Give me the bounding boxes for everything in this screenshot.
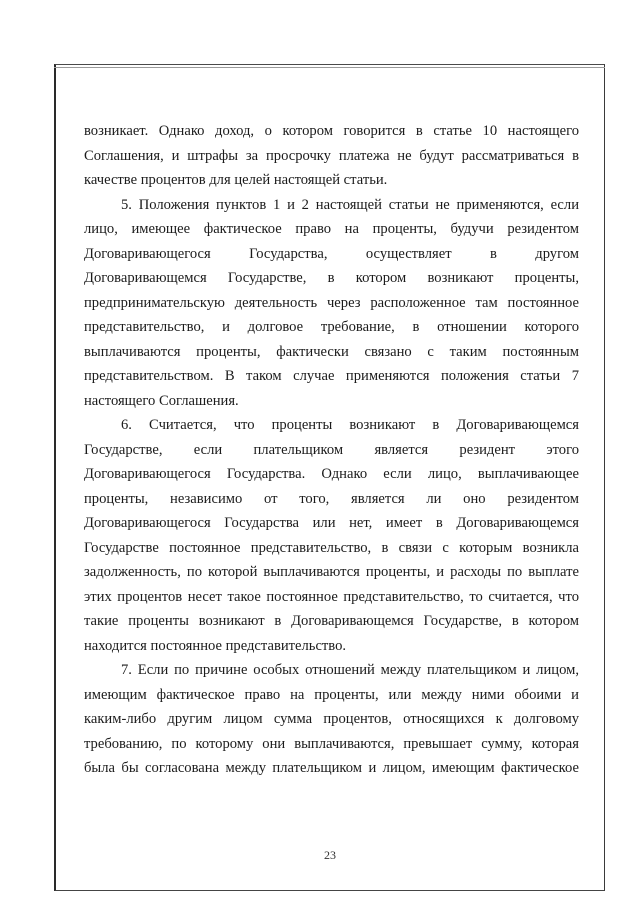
text-line: Государстве, если плательщиком является резидент этого	[84, 441, 579, 458]
page-number: 23	[324, 848, 336, 862]
text-line: Договаривающегося Государства, осуществляет в другом	[84, 245, 579, 262]
text-line: качестве процентов для целей настоящей статьи.	[84, 172, 388, 188]
text-line: 6. Считается, что проценты возникают в Договаривающемся	[121, 417, 579, 433]
text-line: настоящего Соглашения.	[84, 392, 239, 409]
text-line: выплачиваются проценты, фактически связано с таким постоянным	[84, 343, 579, 360]
text-line: Соглашения, и штрафы за просрочку платежа не будут рассматриваться в	[84, 147, 579, 164]
text-line: возникает. Однако доход, о котором говорится в статье 10 настоящего	[84, 123, 579, 139]
text-line: 5. Положения пунктов 1 и 2 настоящей статьи не применяются, если	[121, 196, 579, 213]
text-line: этих процентов несет такое постоянное представительство, то считается, что	[84, 588, 579, 605]
text-line: задолженность, по которой выплачиваются проценты, и расходы по выплате	[84, 564, 579, 580]
text-line: Государстве постоянное представительство, в связи с которым возникла	[84, 539, 579, 556]
text-line: предпринимательскую деятельность через расположенное там постоянное	[84, 294, 579, 311]
text-line: требованию, по которому они выплачиваются, превышает сумму, которая	[84, 735, 579, 752]
text-line: Договаривающегося Государства. Однако если лицо, выплачивающее	[84, 466, 579, 482]
text-line: проценты, независимо от того, является ли оно резидентом	[84, 490, 579, 507]
text-line: была бы согласована между плательщиком и лицом, имеющим фактическое	[84, 760, 579, 776]
text-line: находится постоянное представительство.	[84, 637, 347, 654]
text-line: представительство, и долговое требование, в отношении которого	[84, 319, 579, 335]
text-line: Договаривающемся Государстве, в котором возникают проценты,	[84, 270, 579, 286]
page-border-inner-line	[54, 67, 605, 68]
text-line: лицо, имеющее фактическое право на проценты, будучи резидентом	[84, 221, 579, 237]
text-line: такие проценты возникают в Договаривающемся Государстве, в котором	[84, 613, 579, 629]
text-line: Договаривающегося Государства или нет, имеет в Договаривающемся	[84, 515, 579, 531]
text-line: представительством. В таком случае применяются положения статьи 7	[84, 368, 579, 384]
text-line: каким-либо другим лицом сумма процентов, относящихся к долговому	[84, 711, 579, 727]
text-line: 7. Если по причине особых отношений между плательщиком и лицом,	[121, 662, 579, 678]
text-line: имеющим фактическое право на проценты, или между ними обоими и	[84, 686, 579, 703]
